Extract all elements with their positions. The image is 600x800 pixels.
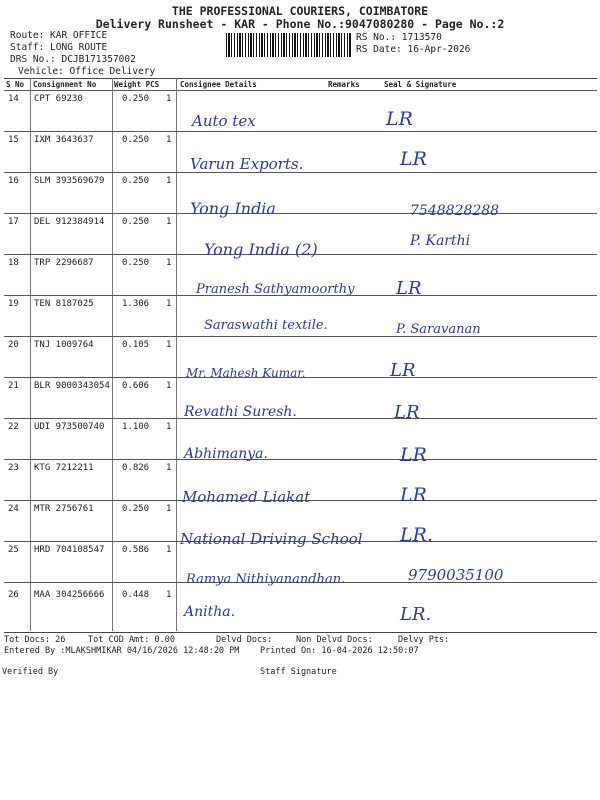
row-weight: 0.250 [122, 176, 150, 186]
company-title: THE PROFESSIONAL COURIERS, COIMBATORE [171, 4, 429, 18]
row-sno: 16 [8, 176, 19, 186]
non-delivered-docs: Non Delvd Docs: [296, 635, 373, 645]
row-divider [4, 418, 597, 419]
consignee-handwriting: Revathi Suresh. [184, 404, 297, 420]
consignee-handwriting: Auto tex [192, 112, 256, 130]
row-pcs: 1 [166, 176, 172, 186]
staff-label: Staff: LONG ROUTE [10, 42, 108, 53]
row-consignment-no: CPT 69230 [34, 94, 83, 104]
consignee-handwriting: Varun Exports. [190, 155, 304, 173]
verified-by: Verified By [2, 667, 59, 677]
seal-signature: LR. [400, 604, 432, 625]
row-pcs: 1 [166, 381, 172, 391]
col-divider [176, 78, 177, 631]
consignee-handwriting: Yong India [190, 199, 276, 218]
row-consignment-no: TRP 2296687 [34, 258, 94, 268]
printed-on: Printed On: 16-04-2026 12:50:07 [260, 646, 419, 656]
vehicle-label: Vehicle: Office Delivery [18, 66, 156, 77]
row-sno: 19 [8, 299, 19, 309]
row-consignment-no: MTR 2756761 [34, 504, 94, 514]
seal-signature: LR [394, 402, 420, 423]
row-weight: 0.826 [122, 463, 150, 473]
row-pcs: 1 [166, 217, 172, 227]
row-sno: 26 [8, 590, 19, 600]
header-divider [4, 90, 597, 91]
consignee-handwriting: Yong India (2) [204, 240, 318, 259]
row-divider [4, 131, 597, 132]
row-consignment-no: SLM 393569679 [34, 176, 105, 186]
col-header-consignment: Consignment No [33, 80, 97, 89]
consignee-handwriting: Ramya Nithiyanandhan. [186, 572, 346, 587]
staff-signature: Staff Signature [260, 667, 337, 677]
seal-signature: LR [400, 148, 427, 170]
row-pcs: 1 [166, 422, 172, 432]
row-weight: 0.448 [122, 590, 150, 600]
seal-signature: LR [400, 484, 427, 506]
row-pcs: 1 [166, 545, 172, 555]
col-divider [112, 78, 113, 631]
col-divider [30, 78, 31, 631]
row-pcs: 1 [166, 340, 172, 350]
row-consignment-no: TEN 8187025 [34, 299, 94, 309]
seal-signature: LR [386, 108, 413, 130]
row-weight: 0.250 [122, 258, 150, 268]
row-divider [4, 336, 597, 337]
row-pcs: 1 [166, 299, 172, 309]
row-sno: 21 [8, 381, 19, 391]
col-header-remarks: Remarks [328, 80, 360, 89]
consignee-handwriting: National Driving School [180, 530, 363, 548]
row-consignment-no: KTG 7212211 [34, 463, 94, 473]
runsheet-subtitle: Delivery Runsheet - KAR - Phone No.:9047080280 - Page No.:2 [95, 17, 505, 31]
entered-by: Entered By :MLAKSHMIKAR 04/16/2026 12:48:20 PM [4, 646, 240, 656]
row-weight: 0.105 [122, 340, 150, 350]
row-sno: 17 [8, 217, 19, 227]
row-divider [4, 213, 597, 214]
consignee-handwriting: Mr. Mahesh Kumar. [186, 366, 306, 380]
rs-date: RS Date: 16-Apr-2026 [356, 44, 471, 55]
row-sno: 18 [8, 258, 19, 268]
row-weight: 0.606 [122, 381, 150, 391]
row-consignment-no: MAA 304256666 [34, 590, 105, 600]
barcode [226, 33, 352, 57]
row-consignment-no: DEL 912384914 [34, 217, 105, 227]
seal-signature: LR. [400, 524, 433, 546]
phone-handwriting: 7548828288 [410, 203, 500, 219]
seal-signature: P. Saravanan [396, 322, 481, 337]
drs-number: DRS No.: DCJB171357002 [10, 54, 136, 65]
route-label: Route: KAR OFFICE [10, 30, 108, 41]
seal-signature: P. Karthi [410, 233, 471, 249]
delivery-points: Delvy Pts: [398, 635, 450, 645]
total-docs: Tot Docs: 26 [4, 635, 66, 645]
row-pcs: 1 [166, 590, 172, 600]
row-sno: 23 [8, 463, 19, 473]
consignee-handwriting: Mohamed Liakat [182, 488, 311, 506]
seal-signature: LR [400, 444, 427, 466]
seal-signature: LR [390, 360, 416, 381]
row-divider [4, 459, 597, 460]
row-pcs: 1 [166, 94, 172, 104]
delivered-docs: Delvd Docs: [216, 635, 273, 645]
row-consignment-no: BLR 9000343054 [34, 381, 110, 391]
phone-handwriting: 9790035100 [408, 566, 504, 584]
seal-signature: LR [396, 278, 422, 299]
row-sno: 20 [8, 340, 19, 350]
consignee-handwriting: Saraswathi textile. [204, 318, 328, 333]
row-weight: 0.250 [122, 217, 150, 227]
row-weight: 1.306 [122, 299, 150, 309]
col-header-sno: S No [6, 80, 25, 89]
row-consignment-no: HRD 704108547 [34, 545, 105, 555]
col-header-weight: Weight PCS [114, 80, 160, 89]
col-header-consignee: Consignee Details [180, 80, 257, 89]
row-weight: 0.586 [122, 545, 150, 555]
row-pcs: 1 [166, 463, 172, 473]
row-sno: 25 [8, 545, 19, 555]
row-weight: 1.100 [122, 422, 150, 432]
col-header-seal: Seal & Signature [384, 80, 457, 89]
row-sno: 14 [8, 94, 19, 104]
row-sno: 22 [8, 422, 19, 432]
row-weight: 0.250 [122, 135, 150, 145]
row-pcs: 1 [166, 258, 172, 268]
consignee-handwriting: Pranesh Sathyamoorthy [196, 282, 355, 297]
consignee-handwriting: Abhimanya. [184, 446, 268, 462]
total-cod-amount: Tot COD Amt: 0.00 [88, 635, 175, 645]
row-sno: 24 [8, 504, 19, 514]
row-consignment-no: TNJ 1009764 [34, 340, 94, 350]
row-pcs: 1 [166, 135, 172, 145]
row-sno: 15 [8, 135, 19, 145]
consignee-handwriting: Anitha. [184, 604, 236, 620]
row-weight: 0.250 [122, 504, 150, 514]
row-pcs: 1 [166, 504, 172, 514]
row-weight: 0.250 [122, 94, 150, 104]
rs-number: RS No.: 1713570 [356, 32, 442, 43]
row-consignment-no: IXM 3643637 [34, 135, 94, 145]
row-consignment-no: UDI 973500740 [34, 422, 105, 432]
